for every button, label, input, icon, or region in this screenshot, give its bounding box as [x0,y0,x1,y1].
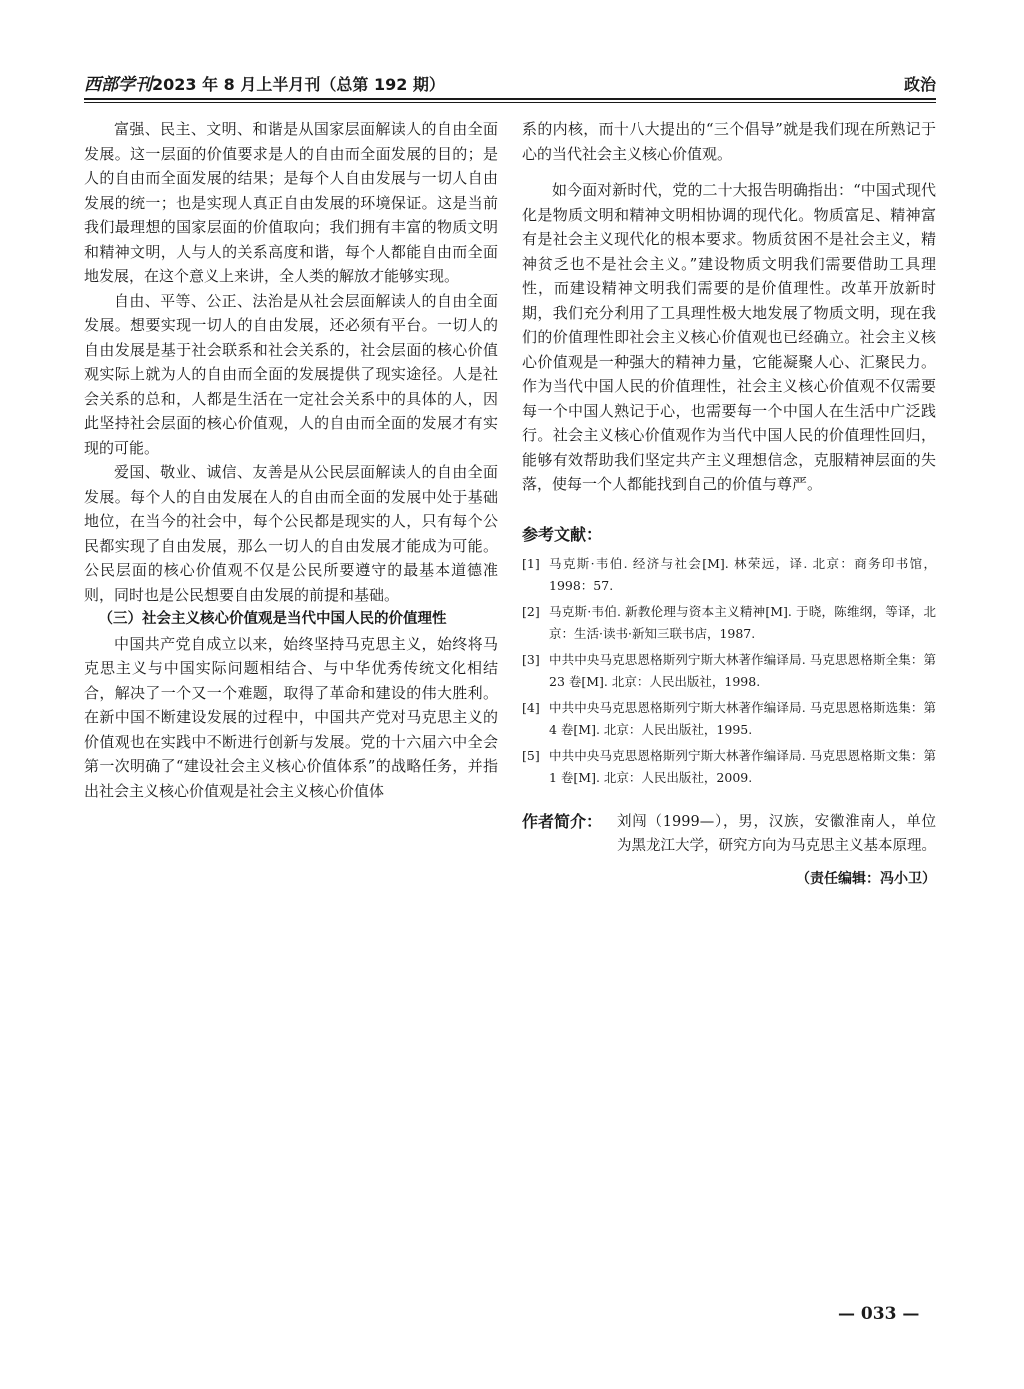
body-paragraph: 富强、民主、文明、和谐是从国家层面解读人的自由全面发展。这一层面的价值要求是人的自由而全面发展的目的；是人的自由而全面发展的结果；是每个人自由发展与一切人自由发展的统一；也是实现人真正自由发展的环境保证。这是当前我们最理想的国家层面的价值取向；我们拥有丰富的物质文明和精神文明，人与人的关系高度和谐，每个人都能自由而全面地发展，在这个意义上来讲，全人类的解放才能够实现。 [84,120,498,285]
reference-item [522,745,936,790]
reference-item [522,649,936,694]
reference-text: 马克斯·韦伯. 新教伦理与资本主义精神[M]. 于晓，陈维纲，等译，北京：生活·读书·新知三联书店，1987. [549,603,936,641]
references-title: 参考文献： [522,524,603,544]
reference-number: [3] [522,651,540,667]
issue-info: 2023 年 8 月上半月刊（总第 192 期） [152,75,445,94]
right-column [522,117,936,891]
left-column [84,117,498,803]
responsible-editor: （责任编辑：冯小卫） [796,870,936,887]
section-subheading: （三）社会主义核心价值观是当代中国人民的价值理性 [98,611,447,627]
reference-text: 中共中央马克思恩格斯列宁斯大林著作编译局. 马克思恩格斯全集：第 23 卷[M]. 北京：人民出版社，1998. [549,651,936,689]
body-paragraph: 如今面对新时代，党的二十大报告明确指出：“中国式现代化是物质文明和精神文明相协调的现代化。物质富足、精神富有是社会主义现代化的根本要求。物质贫困不是社会主义，精神贫乏也不是社会主义。”建设物质文明我们需要借助工具理性，而建设精神文明我们需要的是价值理性。改革开放新时期，我们充分利用了工具理性极大地发展了物质文明，现在我们的价值理性即社会主义核心价值观也已经确立。社会主义核心价值观是一种强大的精神力量，它能凝聚人心、汇聚民力。作为当代中国人民的价值理性，社会主义核心价值观不仅需要每一个中国人熟记于心，也需要每一个中国人在生活中广泛践行。社会主义核心价值观作为当代中国人民的价值理性回归，能够有效帮助我们坚定共产主义理想信念，克服精神层面的失落，使每一个人都能找到自己的价值与尊严。 [522,181,936,493]
running-header [84,74,936,100]
journal-issue-line [84,74,445,96]
page-number: — 033 — [838,1304,920,1324]
reference-text: 中共中央马克思恩格斯列宁斯大林著作编译局. 马克思恩格斯文集：第 1 卷[M]. 北京：人民出版社，2009. [549,747,936,785]
reference-number: [2] [522,603,540,619]
reference-number: [5] [522,747,540,763]
body-paragraph: 中国共产党自成立以来，始终坚持马克思主义，始终将马克思主义与中国实际问题相结合、与中华优秀传统文化相结合，解决了一个又一个难题，取得了革命和建设的伟大胜利。在新中国不断建设发展的过程中，中国共产党对马克思主义的价值观也在实践中不断进行创新与发展。党的十六届六中全会第一次明确了“建设社会主义核心价值体系”的战略任务，并指出社会主义核心价值观是社会主义核心价值体 [84,634,498,800]
journal-logo: 西部学刊 [84,75,152,95]
author-bio-label: 作者简介： [522,811,603,831]
reference-text: 马克斯·韦伯. 经济与社会[M]. 林荣远，译. 北京：商务印书馆，1998：57. [549,555,936,593]
reference-item [522,601,936,646]
body-paragraph: 爱国、敬业、诚信、友善是从公民层面解读人的自由全面发展。每个人的自由发展在人的自由而全面的发展中处于基础地位，在当今的社会中，每个公民都是现实的人，只有每个公民都实现了自由发展，那么一切人的自由发展才能成为可能。公民层面的核心价值观不仅是公民所要遵守的最基本道德准则，同时也是公民想要自由发展的前提和基础。 [84,463,498,604]
body-paragraph: 自由、平等、公正、法治是从社会层面解读人的自由全面发展。想要实现一切人的自由发展，还必须有平台。一切人的自由发展是基于社会联系和社会关系的，社会层面的核心价值观实际上就为人的自由而全面的发展提供了现实途径。人是社会关系的总和，人都是生活在一定社会关系中的具体的人，因此坚持社会层面的核心价值观，人的自由而全面的发展才有实现的可能。 [84,291,498,457]
reference-number: [4] [522,699,540,715]
body-paragraph-continued: 系的内核，而十八大提出的“三个倡导”就是我们现在所熟记于心的当代社会主义核心价值观。 [522,120,936,163]
author-bio-text: 刘闯（1999—），男，汉族，安徽淮南人，单位为黑龙江大学，研究方向为马克思主义基本原理。 [617,813,936,854]
header-rule-thin [84,102,936,103]
reference-item [522,697,936,742]
references-list [522,553,936,790]
author-bio [522,810,936,859]
reference-text: 中共中央马克思恩格斯列宁斯大林著作编译局. 马克思恩格斯选集：第 4 卷[M]. 北京：人民出版社，1995. [549,699,936,737]
reference-number: [1] [522,555,540,571]
reference-item [522,553,936,598]
header-rule-thick [84,98,936,100]
section-name: 政治 [903,75,936,94]
